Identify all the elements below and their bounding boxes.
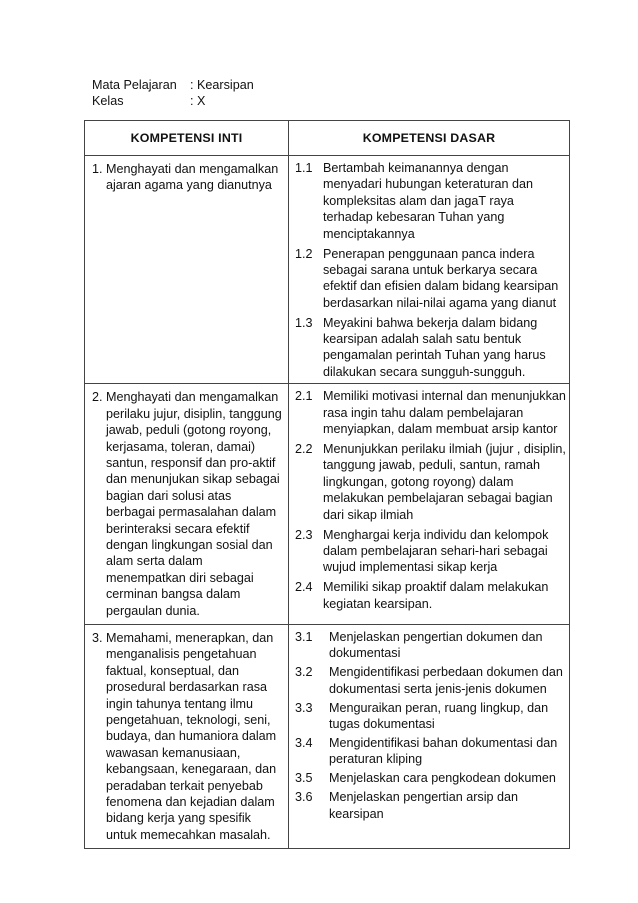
- kd-item: [295, 579, 566, 612]
- class-value: : X: [190, 94, 206, 108]
- kd-cell: [289, 384, 570, 625]
- kd-cell: [289, 624, 570, 848]
- ki-cell: [85, 624, 289, 848]
- kd-number: 3.3: [295, 700, 313, 715]
- kd-text: Menjelaskan pengertian arsip dan kearsipan: [329, 790, 519, 821]
- kd-text: Meyakini bahwa bekerja dalam bidang kearsipan adalah salah satu bentuk pengamalan perintah Tuhan yang harus dilakukan secara sungguh-sungguh.: [323, 315, 546, 379]
- kd-item: [295, 629, 566, 662]
- kd-text: Memiliki sikap proaktif dalam melakukan kegiatan kearsipan.: [323, 580, 549, 611]
- ki-cell: [85, 384, 289, 625]
- subject-row: [92, 77, 254, 93]
- kd-number: 2.3: [295, 527, 313, 542]
- kd-number: 3.6: [295, 790, 313, 805]
- table-header-row: [85, 121, 570, 156]
- header-kompetensi-dasar: KOMPETENSI DASAR: [289, 121, 570, 156]
- ki-number: 1.: [92, 162, 103, 176]
- class-label: Kelas: [92, 94, 124, 108]
- kd-item: [295, 246, 566, 312]
- ki-text: Menghayati dan mengamalkan perilaku jujur, disiplin, tanggung jawab, peduli (gotong royong, kerjasama, toleran, damai) santun, responsif dan pro-aktif dan menunjukan sikap sebagai bagian dari solusi atas berbagai permasalahan dalam berinteraksi secara efektif dengan lingkungan sosial dan alam serta dalam menempatkan diri sebagai cerminan bangsa dalam pergaulan dunia.: [106, 390, 282, 618]
- table-row: [85, 384, 570, 625]
- kd-item: [295, 789, 566, 822]
- kd-number: 3.5: [295, 771, 313, 786]
- table-row: [85, 624, 570, 848]
- kd-text: Menguraikan peran, ruang lingkup, dan tugas dokumentasi: [329, 700, 549, 731]
- class-row: [92, 93, 254, 109]
- kd-item: [295, 441, 566, 523]
- ki-number: 2.: [92, 390, 103, 405]
- kd-number: 1.1: [295, 161, 313, 175]
- competency-table: [84, 120, 570, 849]
- kd-number: 2.4: [295, 580, 313, 595]
- kd-item: [295, 315, 566, 381]
- kd-number: 3.2: [295, 665, 313, 680]
- kd-number: 2.2: [295, 442, 313, 456]
- kd-item: [295, 160, 566, 242]
- kd-item: [295, 735, 566, 768]
- document-meta: [92, 77, 254, 109]
- kd-text: Menghargai kerja individu dan kelompok dalam pembelajaran sehari-hari sebagai wujud implementasi sikap kerja: [323, 527, 549, 575]
- kd-cell: [289, 156, 570, 384]
- kd-text: Menunjukkan perilaku ilmiah (jujur , disiplin, tanggung jawab, peduli, santun, ramah lingkungan, gotong royong) dalam melakukan pembelajaran sebagai bagian dari sikap ilmiah: [323, 442, 566, 522]
- subject-value: : Kearsipan: [190, 78, 254, 92]
- kd-number: 2.1: [295, 389, 313, 404]
- kd-text: Penerapan penggunaan panca indera sebagai sarana untuk berkarya secara efektif dan efisien dalam bidang kearsipan berdasarkan nilai-nilai agama yang dianut: [323, 246, 559, 310]
- ki-text: Menghayati dan mengamalkan ajaran agama yang dianutnya: [106, 162, 279, 193]
- kd-number: 1.2: [295, 246, 313, 261]
- kd-item: [295, 664, 566, 697]
- table-row: [85, 156, 570, 384]
- kd-text: Memiliki motivasi internal dan menunjukkan rasa ingin tahu dalam pembelajaran menyiapkan, dalam membuat arsip kantor: [323, 389, 566, 437]
- kd-item: [295, 527, 566, 576]
- header-kompetensi-inti: KOMPETENSI INTI: [85, 121, 289, 156]
- ki-text: Memahami, menerapkan, dan menganalisis pengetahuan faktual, konseptual, dan prosedural berdasarkan rasa ingin tahunya tentang ilmu pengetahuan, teknologi, seni, budaya, dan humaniora dalam wawasan kemanusiaan, kebangsaan, kenegaraan, dan peradaban terkait penyebab fenomena dan kejadian dalam bidang kerja yang spesifik untuk memecahkan masalah.: [106, 630, 277, 842]
- kd-text: Menjelaskan pengertian dokumen dan dokumentasi: [329, 629, 543, 661]
- kd-number: 3.4: [295, 735, 313, 750]
- kd-item: [295, 770, 566, 786]
- kd-text: Menjelaskan cara pengkodean dokumen: [329, 771, 556, 786]
- kd-text: Mengidentifikasi bahan dokumentasi dan peraturan kliping: [329, 735, 558, 767]
- kd-text: Mengidentifikasi perbedaan dokumen dan dokumentasi serta jenis-jenis dokumen: [329, 665, 563, 696]
- kd-item: [295, 388, 566, 437]
- kd-number: 3.1: [295, 629, 313, 644]
- kd-number: 1.3: [295, 315, 313, 330]
- subject-label: Mata Pelajaran: [92, 78, 177, 92]
- ki-cell: [85, 156, 289, 384]
- ki-number: 3.: [92, 630, 103, 645]
- kd-item: [295, 700, 566, 733]
- kd-text: Bertambah keimanannya dengan menyadari hubungan keteraturan dan kompleksitas alam dan jagaT raya terhadap kebesaran Tuhan yang menciptakannya: [323, 161, 534, 241]
